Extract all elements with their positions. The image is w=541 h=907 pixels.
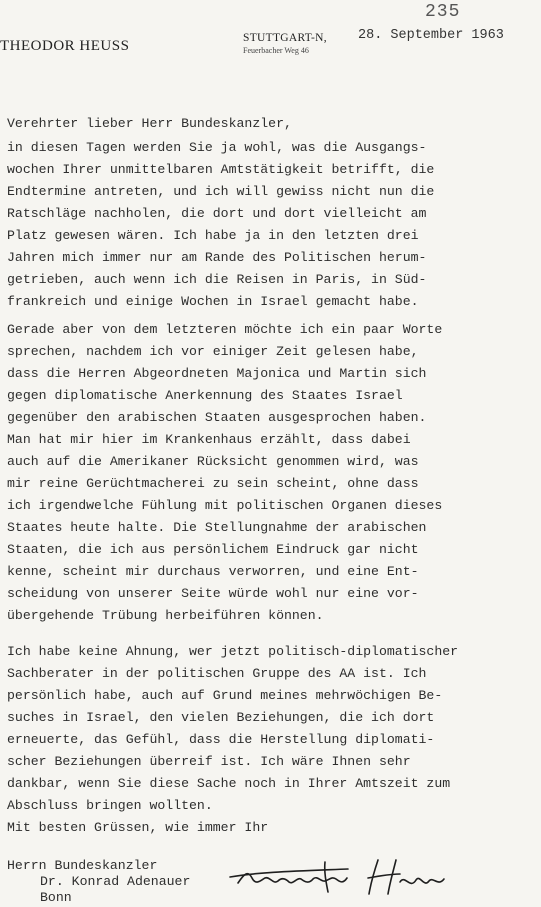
body-line: übergehende Trübung herbeiführen können.	[7, 608, 324, 623]
body-line: Abschluss bringen wollten.	[7, 798, 213, 813]
body-line: Sachberater in der politischen Gruppe des AA ist. Ich	[7, 666, 427, 681]
body-line: wochen Ihrer unmittelbaren Amtstätigkeit betrifft, die	[7, 162, 435, 177]
body-line: scher Beziehungen überreif ist. Ich wäre Ihnen sehr	[7, 754, 411, 769]
body-line: Ich habe keine Ahnung, wer jetzt politisch-diplomatischer	[7, 644, 459, 659]
closing-line: Mit besten Grüssen, wie immer Ihr	[7, 820, 269, 835]
body-line: Jahren mich immer nur am Rande des Politischen herum-	[7, 250, 427, 265]
recipient-city: Bonn	[40, 890, 72, 905]
body-line: dankbar, wenn Sie diese Sache noch in Ihrer Amtszeit zum	[7, 776, 451, 791]
body-line: suches in Israel, den vielen Beziehungen, die ich dort	[7, 710, 435, 725]
body-line: Gerade aber von dem letzteren möchte ich ein paar Worte	[7, 322, 443, 337]
body-line: Platz gewesen wären. Ich habe ja in den letzten drei	[7, 228, 419, 243]
body-line: ich irgendwelche Fühlung mit politischen Organen dieses	[7, 498, 443, 513]
body-line: mir reine Gerüchtmacherei zu sein scheint, ohne dass	[7, 476, 419, 491]
body-line: erneuerte, das Gefühl, dass die Herstellung diplomati-	[7, 732, 435, 747]
letterhead-city: STUTTGART-N,	[243, 32, 327, 44]
body-line: auch auf die Amerikaner Rücksicht genommen wird, was	[7, 454, 419, 469]
body-line: dass die Herren Abgeordneten Majonica und Martin sich	[7, 366, 427, 381]
letterhead-sender-name: THEODOR HEUSS	[0, 38, 130, 54]
body-line: Staates heute halte. Die Stellungnahme der arabischen	[7, 520, 427, 535]
body-line: Endtermine antreten, und ich will gewiss nicht nun die	[7, 184, 435, 199]
recipient-name: Dr. Konrad Adenauer	[40, 874, 191, 889]
body-line: gegen diplomatische Anerkennung des Staates Israel	[7, 388, 403, 403]
body-line: sprechen, nachdem ich vor einiger Zeit gelesen habe,	[7, 344, 419, 359]
handwritten-signature	[228, 852, 453, 902]
letterhead-street: Feuerbacher Weg 46	[243, 46, 309, 55]
body-line: persönlich habe, auch auf Grund meines mehrwöchigen Be-	[7, 688, 443, 703]
body-line: Ratschläge nachholen, die dort und dort vielleicht am	[7, 206, 427, 221]
body-line: getrieben, auch wenn ich die Reisen in Paris, in Süd-	[7, 272, 427, 287]
recipient-title: Herrn Bundeskanzler	[7, 858, 158, 873]
salutation: Verehrter lieber Herr Bundeskanzler,	[7, 116, 292, 131]
body-line: gegenüber den arabischen Staaten ausgesprochen haben.	[7, 410, 427, 425]
archive-page-number: 235	[425, 2, 461, 22]
body-line: Staaten, die ich aus persönlichem Eindruck gar nicht	[7, 542, 419, 557]
body-line: frankreich und einige Wochen in Israel gemacht habe.	[7, 294, 419, 309]
body-line: scheidung von unserer Seite würde wohl nur eine vor-	[7, 586, 419, 601]
letterhead-address	[243, 32, 327, 55]
body-line: in diesen Tagen werden Sie ja wohl, was die Ausgangs-	[7, 140, 427, 155]
body-line: Man hat mir hier im Krankenhaus erzählt, dass dabei	[7, 432, 411, 447]
letter-date: 28. September 1963	[358, 28, 504, 43]
body-line: kenne, scheint mir durchaus verworren, und eine Ent-	[7, 564, 419, 579]
